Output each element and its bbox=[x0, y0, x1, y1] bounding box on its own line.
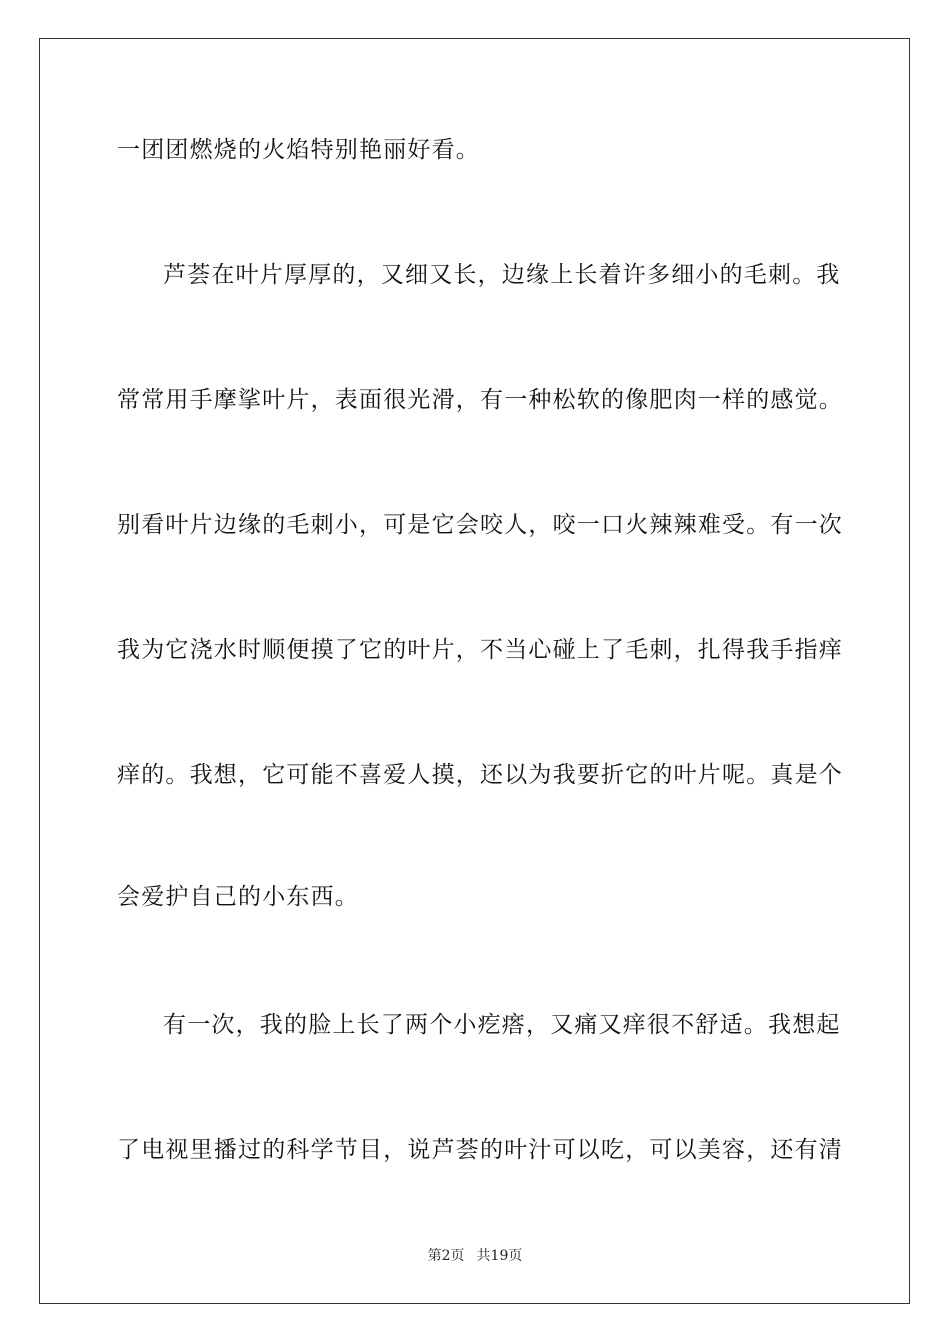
text-line-7: 会爱护自己的小东西。 bbox=[117, 884, 359, 910]
text-line-5: 我为它浇水时顺便摸了它的叶片，不当心碰上了毛刺，扎得我手指痒 bbox=[117, 637, 843, 663]
page-border bbox=[39, 38, 910, 1304]
text-line-6: 痒的。我想，它可能不喜爱人摸，还以为我要折它的叶片呢。真是个 bbox=[117, 762, 843, 788]
page-number: 第2页 bbox=[427, 1248, 465, 1264]
page-total: 共19页 bbox=[476, 1248, 523, 1264]
text-line-9: 了电视里播过的科学节目，说芦荟的叶汁可以吃，可以美容，还有清 bbox=[117, 1137, 843, 1163]
text-line-3: 常常用手摩挲叶片，表面很光滑，有一种松软的像肥肉一样的感觉。 bbox=[117, 387, 843, 413]
page-footer bbox=[0, 1246, 950, 1266]
text-line-1: 一团团燃烧的火焰特别艳丽好看。 bbox=[117, 137, 480, 163]
text-line-2: 芦荟在叶片厚厚的，又细又长，边缘上长着许多细小的毛刺。我 bbox=[163, 262, 841, 288]
text-line-4: 别看叶片边缘的毛刺小，可是它会咬人，咬一口火辣辣难受。有一次 bbox=[117, 512, 843, 538]
text-line-8: 有一次，我的脸上长了两个小疙瘩，又痛又痒很不舒适。我想起 bbox=[163, 1012, 841, 1038]
